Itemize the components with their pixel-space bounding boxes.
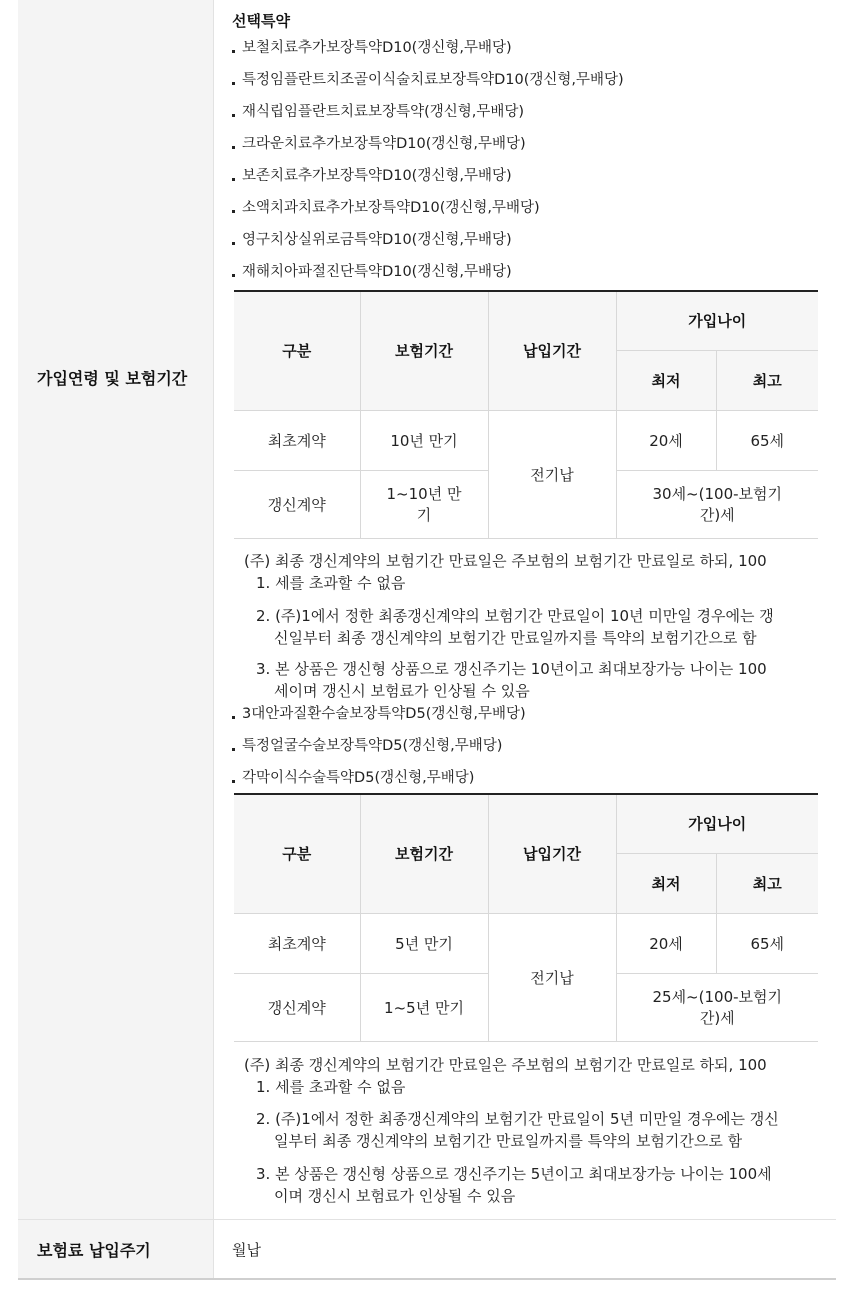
list-item: 3대안과질환수술보장특약D5(갱신형,무배당) (232, 702, 526, 723)
note-text: 3. 본 상품은 갱신형 상품으로 갱신주기는 10년이고 최대보장가능 나이는 100 (256, 660, 767, 678)
table-row (234, 913, 818, 973)
header-insurance-period: 보험기간 (360, 794, 488, 913)
list-item: 소액치과치료추가보장특약D10(갱신형,무배당) (232, 196, 540, 217)
header-payment-period: 납입기간 (488, 291, 616, 410)
cell-period: 1~5년 만기 (360, 973, 488, 1041)
row-header-cell (18, 0, 214, 1219)
note-text: (주) 최종 갱신계약의 보험기간 만료일은 주보험의 보험기간 만료일로 하되, 100 (244, 552, 767, 570)
header-entry-age: 가입나이 (616, 794, 818, 853)
note-text: 일부터 최종 갱신계약의 보험기간 만료일까지를 특약의 보험기간으로 함 (274, 1132, 743, 1150)
list-item: 보철치료추가보장특약D10(갱신형,무배당) (232, 36, 512, 57)
payment-cycle-value: 월납 (232, 1241, 261, 1259)
table-row (234, 410, 818, 470)
list-item: 보존치료추가보장특약D10(갱신형,무배당) (232, 164, 512, 185)
list-item: 크라운치료추가보장특약D10(갱신형,무배당) (232, 132, 526, 153)
cell-min-age: 20세 (616, 410, 716, 470)
cell-payment: 전기납 (488, 410, 616, 538)
row-label-entry-age: 가입연령 및 보험기간 (37, 369, 188, 388)
table-bottom-border (18, 1278, 836, 1280)
list-item: 재식립임플란트치료보장특약(갱신형,무배당) (232, 100, 524, 121)
note-text: 세이며 갱신시 보험료가 인상될 수 있음 (274, 682, 530, 700)
cell-payment: 전기납 (488, 913, 616, 1041)
note-text: 2. (주)1에서 정한 최종갱신계약의 보험기간 만료일이 10년 미만일 경우에는 갱 (256, 607, 774, 625)
header-entry-age: 가입나이 (616, 291, 818, 350)
note-text: 신일부터 최종 갱신계약의 보험기간 만료일까지를 특약의 보험기간으로 함 (274, 629, 757, 647)
cell-age-range: 30세~(100-보험기 간)세 (616, 470, 818, 538)
cell-age-range: 25세~(100-보험기 간)세 (616, 973, 818, 1041)
list-item: 각막이식수술특약D5(갱신형,무배당) (232, 766, 474, 787)
section-heading: 선택특약 (232, 12, 290, 30)
list-item: 특정얼굴수술보장특약D5(갱신형,무배당) (232, 734, 502, 755)
age-table-1 (234, 290, 818, 539)
cell-period: 1~10년 만 기 (360, 470, 488, 538)
cell-period: 5년 만기 (360, 913, 488, 973)
cell-category: 최초계약 (234, 913, 360, 973)
cell-category: 최초계약 (234, 410, 360, 470)
note-text: 이며 갱신시 보험료가 인상될 수 있음 (274, 1187, 516, 1205)
cell-category: 갱신계약 (234, 973, 360, 1041)
header-category: 구분 (234, 291, 360, 410)
header-min: 최저 (616, 853, 716, 913)
note-text: (주) 최종 갱신계약의 보험기간 만료일은 주보험의 보험기간 만료일로 하되, 100 (244, 1056, 767, 1074)
note-text: 1. 세를 초과할 수 없음 (256, 574, 406, 592)
age-table-2 (234, 793, 818, 1042)
cell-min-age: 20세 (616, 913, 716, 973)
header-payment-period: 납입기간 (488, 794, 616, 913)
header-insurance-period: 보험기간 (360, 291, 488, 410)
list-item: 재해치아파절진단특약D10(갱신형,무배당) (232, 260, 512, 281)
note-text: 3. 본 상품은 갱신형 상품으로 갱신주기는 5년이고 최대보장가능 나이는 100세 (256, 1165, 772, 1183)
cell-max-age: 65세 (716, 410, 818, 470)
list-item: 영구치상실위로금특약D10(갱신형,무배당) (232, 228, 512, 249)
header-category: 구분 (234, 794, 360, 913)
cell-category: 갱신계약 (234, 470, 360, 538)
note-text: 2. (주)1에서 정한 최종갱신계약의 보험기간 만료일이 5년 미만일 경우에는 갱신 (256, 1110, 779, 1128)
row-label-payment-cycle: 보험료 납입주기 (37, 1241, 151, 1260)
header-max: 최고 (716, 350, 818, 410)
cell-max-age: 65세 (716, 913, 818, 973)
cell-period: 10년 만기 (360, 410, 488, 470)
header-max: 최고 (716, 853, 818, 913)
note-text: 1. 세를 초과할 수 없음 (256, 1078, 406, 1096)
header-min: 최저 (616, 350, 716, 410)
list-item: 특정임플란트치조골이식술치료보장특약D10(갱신형,무배당) (232, 68, 624, 89)
